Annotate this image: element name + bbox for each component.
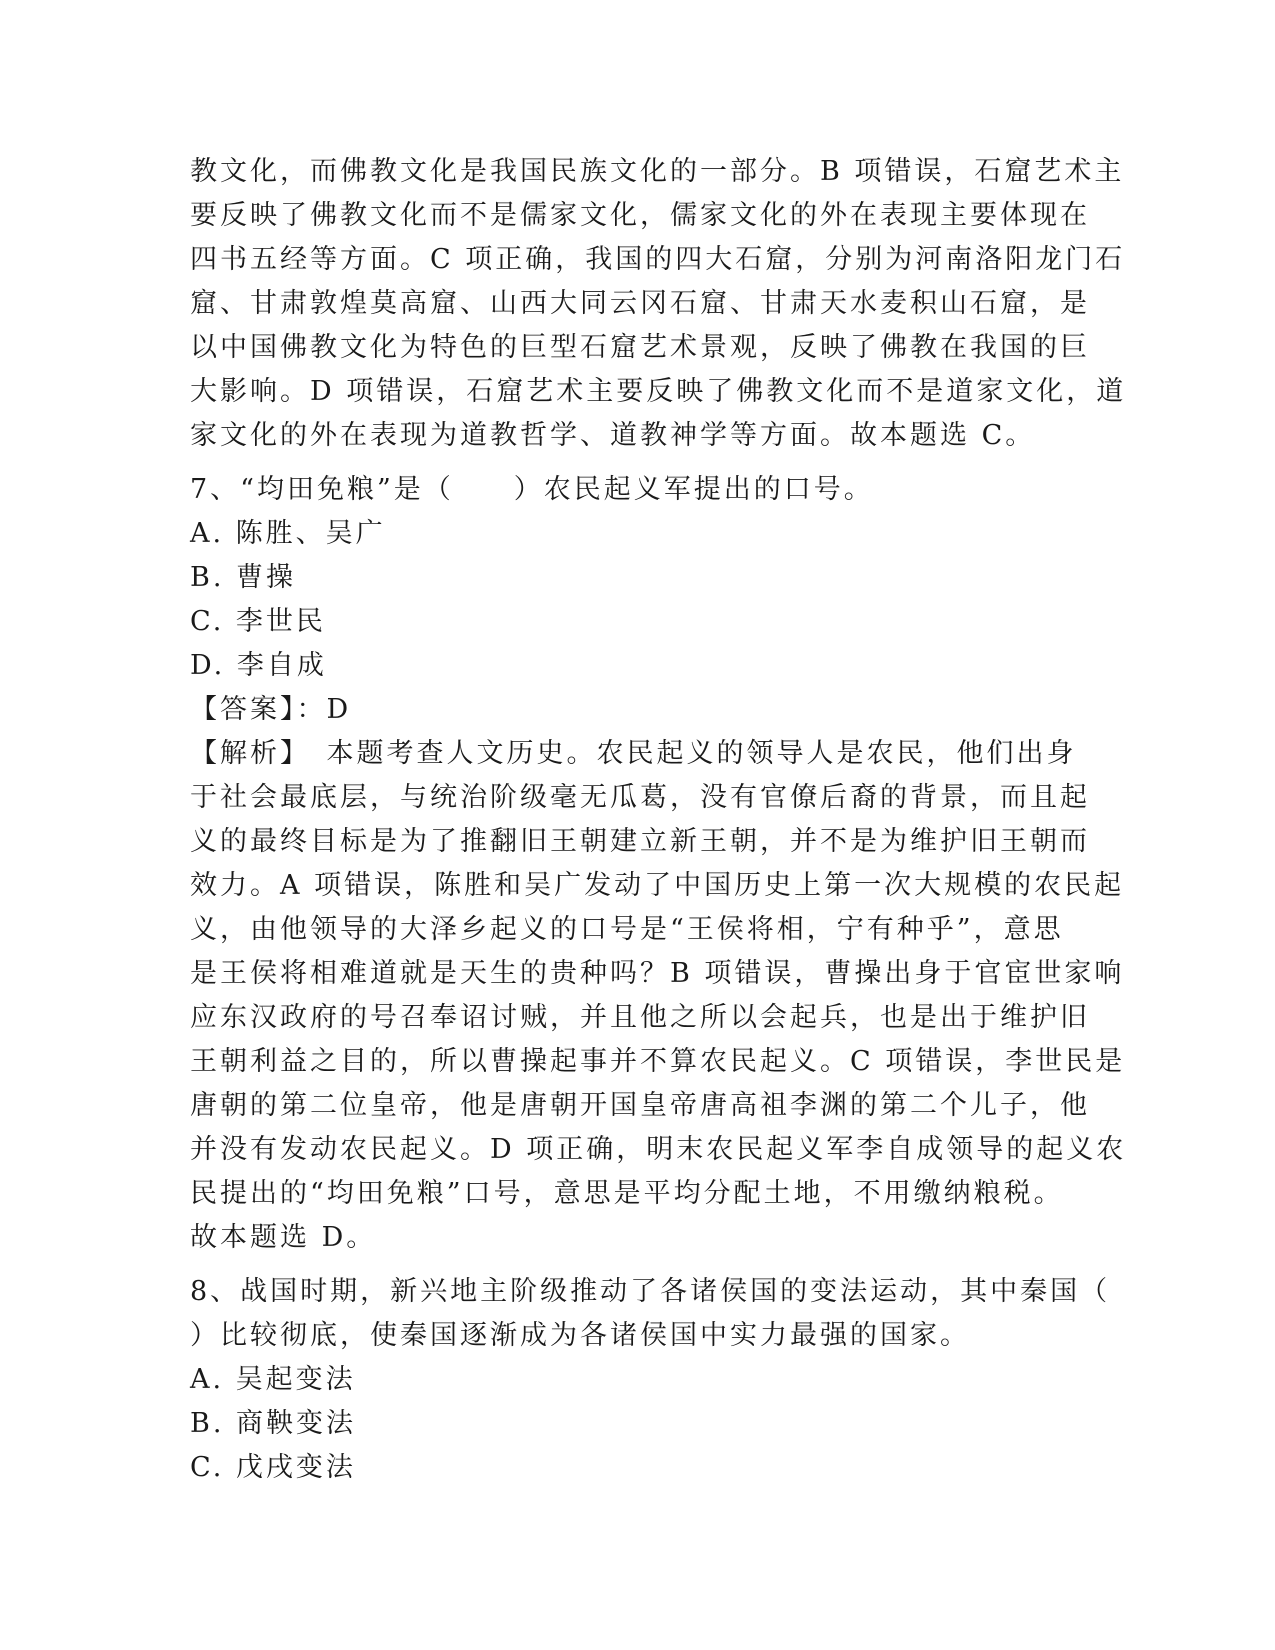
paragraph-line: 是王侯将相难道就是天生的贵种吗？B 项错误，曹操出身于官宦世家响 — [190, 958, 1125, 989]
previous-question-explanation — [190, 150, 1127, 458]
explanation — [190, 732, 1127, 1260]
spacer — [190, 458, 1085, 468]
option-b: B. 商鞅变法 — [190, 1408, 357, 1439]
paragraph-line: 家文化的外在表现为道教哲学、道教神学等方面。故本题选 C。 — [190, 420, 1036, 451]
paragraph-line: 窟、甘肃敦煌莫高窟、山西大同云冈石窟、甘肃天水麦积山石窟，是 — [190, 288, 1090, 319]
paragraph-line: 要反映了佛教文化而不是儒家文化，儒家文化的外在表现主要体现在 — [190, 200, 1090, 231]
question-stem: 7、“均田免粮”是（ ）农民起义军提出的口号。 — [190, 474, 874, 505]
paragraph-line: 于社会最底层，与统治阶级毫无瓜葛，没有官僚后裔的背景，而且起 — [190, 782, 1090, 813]
paragraph-line: 王朝利益之目的，所以曹操起事并不算农民起义。C 项错误，李世民是 — [190, 1046, 1126, 1077]
paragraph-line: 并没有发动农民起义。D 项正确，明末农民起义军李自成领导的起义农 — [190, 1134, 1127, 1165]
question-stem: 8、战国时期，新兴地主阶级推动了各诸侯国的变法运动，其中秦国（ — [190, 1276, 1111, 1307]
spacer — [190, 1260, 1085, 1270]
paragraph-line: 【解析】 本题考查人文历史。农民起义的领导人是农民，他们出身 — [190, 738, 1077, 769]
paragraph-line: 大影响。D 项错误，石窟艺术主要反映了佛教文化而不是道家文化，道 — [190, 376, 1127, 407]
question-stem: ）比较彻底，使秦国逐渐成为各诸侯国中实力最强的国家。 — [190, 1320, 970, 1351]
paragraph-line: 四书五经等方面。C 项正确，我国的四大石窟，分别为河南洛阳龙门石 — [190, 244, 1126, 275]
paragraph-line: 教文化，而佛教文化是我国民族文化的一部分。B 项错误，石窟艺术主 — [190, 156, 1125, 187]
option-a: A. 陈胜、吴广 — [190, 518, 386, 549]
paragraph-line: 义，由他领导的大泽乡起义的口号是“王侯将相，宁有种乎”，意思 — [190, 914, 1064, 945]
option-b: B. 曹操 — [190, 562, 297, 593]
paragraph-line: 以中国佛教文化为特色的巨型石窟艺术景观，反映了佛教在我国的巨 — [190, 332, 1090, 363]
option-c: C. 李世民 — [190, 606, 326, 637]
option-d: D. 李自成 — [190, 650, 327, 681]
paragraph-line: 故本题选 D。 — [190, 1222, 377, 1253]
paragraph-line: 民提出的“均田免粮”口号，意思是平均分配土地，不用缴纳粮税。 — [190, 1178, 1064, 1209]
document-page — [190, 150, 1127, 1490]
paragraph-line: 应东汉政府的号召奉诏讨贼，并且他之所以会起兵，也是出于维护旧 — [190, 1002, 1090, 1033]
question-7 — [190, 468, 1127, 1260]
option-c: C. 戊戌变法 — [190, 1452, 356, 1483]
paragraph-line: 唐朝的第二位皇帝，他是唐朝开国皇帝唐高祖李渊的第二个儿子，他 — [190, 1090, 1090, 1121]
paragraph-line: 效力。A 项错误，陈胜和吴广发动了中国历史上第一次大规模的农民起 — [190, 870, 1125, 901]
question-8 — [190, 1270, 1111, 1490]
answer-line: 【答案】：D — [190, 694, 352, 725]
option-a: A. 吴起变法 — [190, 1364, 356, 1395]
paragraph-line: 义的最终目标是为了推翻旧王朝建立新王朝，并不是为维护旧王朝而 — [190, 826, 1090, 857]
